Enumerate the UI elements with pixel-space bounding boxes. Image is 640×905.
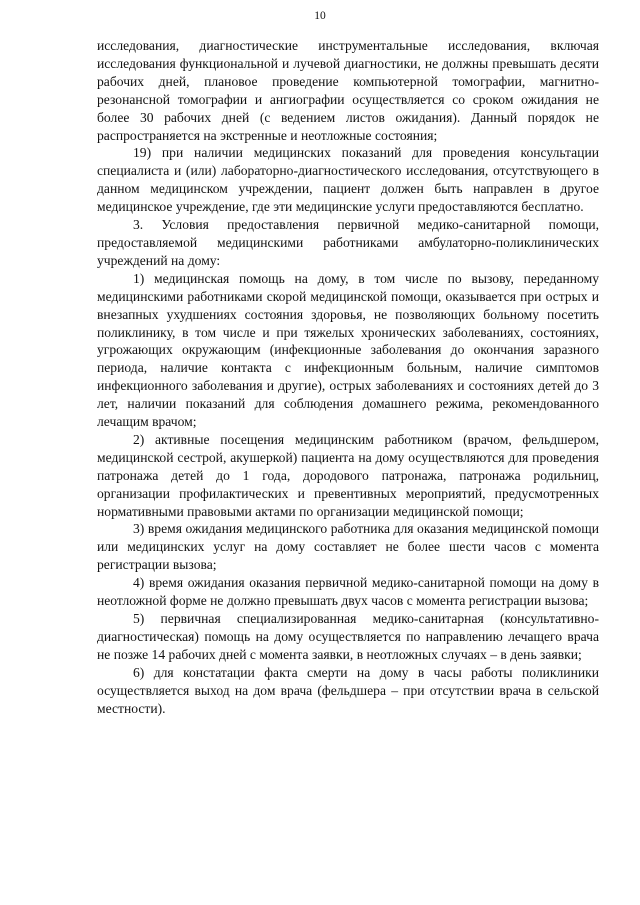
paragraph-item-6: 6) для констатации факта смерти на дому в часы работы поликлиники осуществляется выход на дом врача (фельдшера – при отсутствии врача в сельской местности). [97,664,599,716]
page-number: 10 [314,10,326,22]
paragraph-item-3: 3) время ожидания медицинского работника для оказания медицинской помощи или медицинских услуг на дому составляет не более шести часов с момента регистрации вызова; [97,521,599,573]
document-body [97,37,599,717]
paragraph-section-3: 3. Условия предоставления первичной медико-санитарной помощи, предоставляемой медицинскими работниками амбулаторно-поликлинических учреждений на дому: [97,217,599,268]
paragraph-item-5: 5) первичная специализированная медико-санитарная (консультативно-диагностическая) помощь на дому осуществляется по направлению лечащего врача не позже 14 рабочих дней с момента заявки, в неотложных случаях – в день заявки; [97,611,599,662]
paragraph-item-1: 1) медицинская помощь на дому, в том числе по вызову, переданному медицинскими работниками скорой медицинской помощи, оказывается при острых и внезапных ухудшениях состояния здоровья, не позволяющих больному посетить поликлинику, в том числе и при тяжелых хронических заболеваниях, состояниях, угрожающих окружающим (инфекционные заболевания до окончания заразного периода, наличие контакта с инфекционным больным, наличие симптомов инфекционного заболевания и другие), острых заболеваниях и состояниях детей до 3 лет, наличии показаний для соблюдения домашнего режима, рекомендованного лечащим врачом; [97,270,599,430]
paragraph-item-19: 19) при наличии медицинских показаний для проведения консультации специалиста и (или) лабораторно-диагностического исследования, отсутствующего в данном медицинском учреждении, пациент должен быть направлен в другое медицинское учреждение, где эти медицинские услуги предоставляются бесплатно. [97,145,599,215]
paragraph-item-2: 2) активные посещения медицинским работником (врачом, фельдшером, медицинской сестрой, акушеркой) пациента на дому осуществляются для проведения патронажа детей до 1 года, дородового патронажа, патронажа родильниц, организации профилактических и превентивных мероприятий, предусмотренных нормативными правовыми актами по организации медицинской помощи; [97,431,599,519]
paragraph-item-4: 4) время ожидания оказания первичной медико-санитарной помощи на дому в неотложной форме не должно превышать двух часов с момента регистрации вызова; [97,575,599,609]
paragraph-continuation: исследования, диагностические инструментальные исследования, включая исследования функциональной и лучевой диагностики, не должны превышать десяти рабочих дней, плановое проведение компьютерной томографии, магнитно-резонансной томографии и ангиографии осуществляется со сроком ожидания не более 30 рабочих дней (с ведением листов ожидания). Данный порядок не распространяется на экстренные и неотложные состояния; [97,38,599,143]
